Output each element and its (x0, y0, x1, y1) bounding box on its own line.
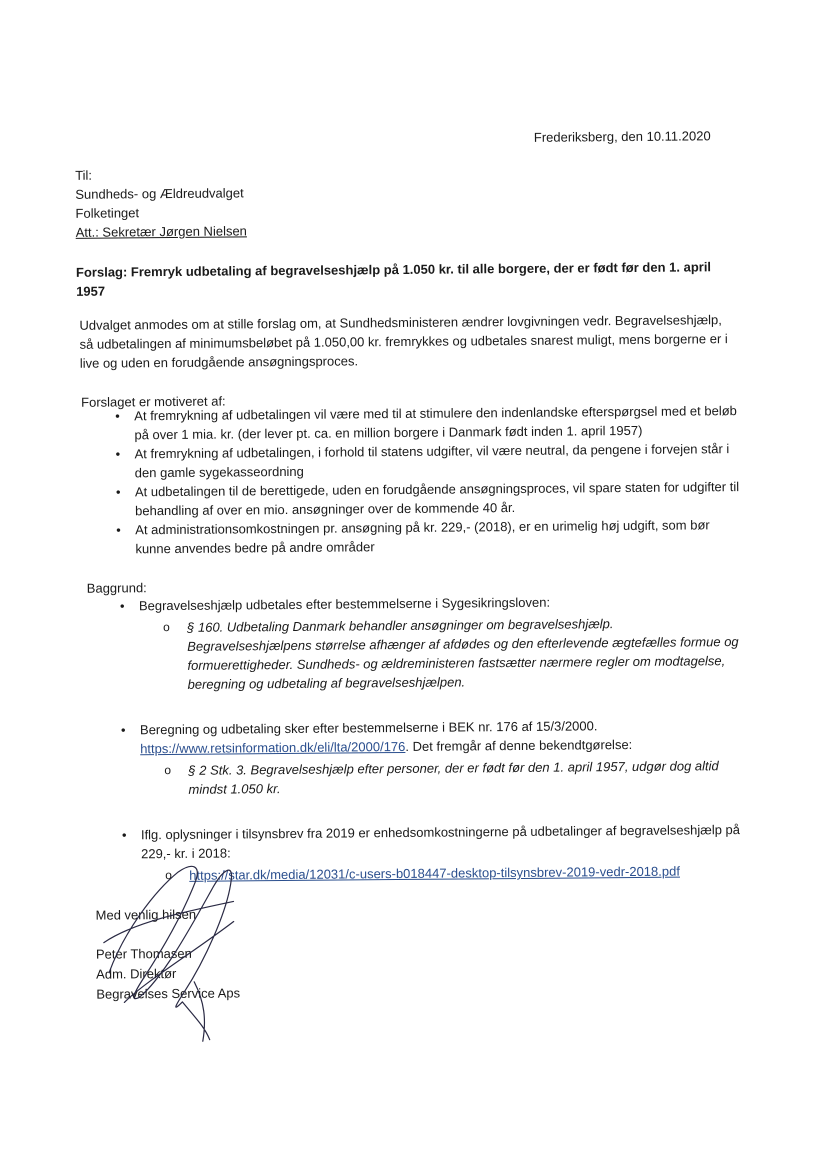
closing-greeting: Med venlig hilsen (95, 906, 197, 923)
background-list (109, 591, 741, 885)
recipient-attention: Att.: Sekretær Jørgen Nielsen (75, 223, 247, 240)
star-dk-link[interactable]: https://star.dk/media/12031/c-users-b018447-desktop-tilsynsbrev-2019-vedr-2018.pdf (189, 863, 680, 883)
regulation-quote: o § 2 Stk. 3. Begravelseshjælp efter personer, der er født før den 1. april 1957, udgør dog altid mindst 1.050 kr. (140, 756, 740, 799)
background-item-text: Begravelseshjælp udbetales efter bestemmelserne i Sygesikringsloven: (138, 594, 551, 614)
background-item-after-link: . Det fremgår af denne bekendtgørelse: (405, 736, 633, 754)
law-quote: o § 160. Udbetaling Danmark behandler ansøgninger om begravelseshjælp. Begravelseshjælpens størrelse afhænger af afdødes og den efterlevende ægtefælles formue og formuerettigheder. Sundheds- og ældreministeren fastsætter nærmere regler om modtagelse, beregning og udbetaling af begravelseshjælpen. (139, 613, 740, 694)
motivation-item: • At udbetalingen til de berettigede, uden en forudgående ansøgningsproces, vil spare staten for udgifter til behandling af over en mio. ansøgninger over de kommende 40 år. (105, 477, 745, 521)
recipient-parliament: Folketinget (75, 205, 140, 221)
background-item-text: Beregning og udbetaling sker efter bestemmelserne i BEK nr. 176 af 15/3/2000. (139, 718, 598, 738)
motivation-list (104, 401, 745, 559)
background-item (109, 591, 740, 694)
motivation-item: • At administrationsomkostningen pr. ansøgning på kr. 229,- (2018), er en urimelig høj udgift, som bør kunne anvendes bedre på andre områder (105, 515, 745, 559)
recipient-block (75, 164, 247, 241)
recipient-committee: Sundheds- og Ældreudvalget (75, 185, 244, 202)
retsinformation-link[interactable]: https://www.retsinformation.dk/eli/lta/2000/176 (140, 738, 406, 757)
motivation-item: • At fremrykning af udbetalingen vil være med til at stimulere den indenlandske efterspørgsel med et beløb på over 1 mia. kr. (der lever pt. ca. en million borgere i Danmark født inden 1. april 1957) (104, 401, 744, 445)
background-lead: Baggrund: (86, 580, 147, 596)
signer-name: Peter Thomasen (95, 945, 192, 962)
background-item (110, 715, 741, 799)
date-line: Frederiksberg, den 10.11.2020 (533, 128, 711, 145)
intro-paragraph: Udvalget anmodes om at stille forslag om, at Sundhedsministeren ændrer lovgivningen vedr. Begravelseshjælp, så udbetalingen af minimumsbeløbet på 1.050,00 kr. fremrykkes og udbetales snarest muligt, mens borgerne er i live og uden en forudgående ansøgningsproces. (79, 312, 728, 371)
motivation-lead: Forslaget er motiveret af: (81, 393, 226, 410)
subject-line: Forslag: Fremryk udbetaling af begravelseshjælp på 1.050 kr. til alle borgere, der er født før den 1. april 1957 (75, 259, 712, 299)
background-item-text: Iflg. oplysninger i tilsynsbrev fra 2019 er enhedsomkostningerne på udbetalinger af begravelseshjælp på 229,- kr. i 2018: (140, 822, 741, 862)
handwritten-signature (83, 851, 255, 1042)
to-label: Til: (75, 167, 93, 183)
signer-title: Adm. Direktør (96, 965, 177, 982)
background-sublist (140, 756, 740, 799)
background-sublist (139, 613, 740, 694)
motivation-item: • At fremrykning af udbetalingen, i forhold til statens udgifter, vil være neutral, da pengene i forvejen står i den gamle sygekasseordning (105, 439, 745, 483)
signer-company: Begravelses Service Aps (96, 985, 241, 1002)
